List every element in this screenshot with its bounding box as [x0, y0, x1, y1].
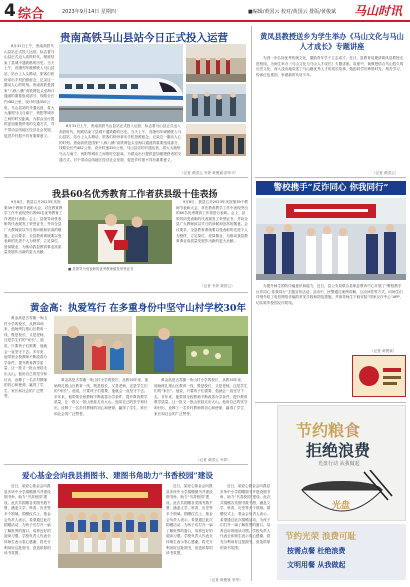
- save-food-ad: [277, 405, 406, 521]
- article2-headline: 黄凤县教授送乡为学生举办《马山文化与马山人才成长》专题讲座: [260, 32, 404, 51]
- anti-fraud-event-photo: [256, 198, 406, 280]
- article6-body-left: 近日，某爱心基金会向我县多所中小学捐赠图书并建设图书角，助力“书香校园”建设。此次共捐赠各类图书数千册，涵盖文学、科普、历史等多个领域。捐赠仪式上，基金会负责人表示，希望通过此次捐赠活动，为孩子们打开一扇了解世界的窗口，培养良好的阅读习惯。学校负责人代表全体师生表示衷心感谢，将充分利用好这批图书，营造浓厚的读书氛围。: [4, 484, 51, 556]
- article3-body-left: 9月8日，我县召开2023年庆祝第39个教师节表彰大会，对在教育教学工作中表现突出的60名优秀教育工作者进行表彰。会上，县领导向受表彰的代表颁发了荣誉证书，并向全县广大教师致以节日的问候和崇高的敬意。会议要求，全县教育系统要以受表彰的先进个人为榜样，立足岗位、爱岗敬业，为推动我县教育事业高质量发展作出新的更大贡献。: [4, 200, 63, 255]
- newspaper-brand: 马山时讯: [353, 4, 402, 18]
- article6-headline: 爱心基金会向我县捐图书、建图书角助力“书香校园”建设: [22, 471, 213, 480]
- station-crowd-photo: [186, 124, 246, 156]
- station-passengers-photo: [186, 84, 246, 122]
- section-title: 综合: [18, 7, 45, 22]
- divider: [4, 177, 248, 178]
- editor-credits: ■编辑/黄国云 校对/黄国云 排版/黄俊斌: [248, 9, 336, 15]
- bowl-label: 光盘: [332, 501, 351, 511]
- article5-body-right: 黄金高是古零镇一所山村小学的校长，从教30年来，他始终扎根山区教育一线，既是校长，又是老师，还是学生们的“家长”。他说，只要孩子们需要，他就会一直坚守下去。多年来，他带领全校教师不断改善办学条件，提升教育教学质量，让一批又一批山里娃走出大山。他用自己的坚守和付出，诠释了一名乡村教师的初心和使命，赢得了学生、家长和社会的广泛赞誉。: [154, 378, 248, 416]
- article3-headline: 我县60名优秀教育工作者获县级十佳表扬: [52, 190, 218, 200]
- award-ceremony-photo: [68, 200, 172, 264]
- article6-body-right: 近日，某爱心基金会向我县多所中小学捐赠图书并建设图书角，助力“书香校园”建设。此次共捐赠各类图书数千册，涵盖文学、科普、历史等多个领域。捐赠仪式上，基金会负责人表示，希望通过此次捐赠活动，为孩子们打开一扇了解世界的窗口，培养良好的阅读习惯。学校负责人代表全体师生表示衷心感谢，将充分利用好这批图书，营造浓厚的读书氛围。: [220, 484, 271, 550]
- article1-headline: 贵南高铁马山县站今日正式投入运营: [60, 32, 228, 44]
- article3-byline: （记者 韦婷 黄国云）: [200, 284, 235, 288]
- page-header: [0, 0, 410, 22]
- promo-stamp: [352, 355, 406, 397]
- article3-photo-caption: ■ 县领导为受表彰的优秀教师颁发荣誉证书: [68, 267, 134, 271]
- article1-byline: （记者 黄国云 韦婷 黄俊斌 彭华平）: [180, 171, 239, 175]
- teacher-outdoor-photo: [136, 316, 248, 374]
- issue-date: 2023年9月14日 星期四: [62, 9, 116, 15]
- anti-fraud-banner: 警校携手“反诈同心 你我同行”: [256, 181, 406, 195]
- ad2-line1: 节约光荣 浪费可耻: [285, 532, 356, 542]
- article5-headline: 黄金高：执爱笃行 在多重身份中坚守山村学校30年: [30, 303, 247, 314]
- ad2-line3: 文明用餐 从我做起: [287, 561, 346, 569]
- article2-body: 为进一步弘扬优秀传统文化，激励青年学子立志成才，近日，县教育局邀请黄凤县教授走进校园，为师生举办《马山文化与马山人才成长》专题讲座。讲座中，黄教授结合马山悠久的历史文化，深入浅出地讲述了马山籍优秀人才的成长故事，勉励同学们珍惜时光、刻苦学习，传承红色基因，争做新时代好少年。: [256, 56, 404, 77]
- article6-body-mid: 近日，某爱心基金会向我县多所中小学捐赠图书并建设图书角，助力“书香校园”建设。此次共捐赠各类图书数千册，涵盖文学、科普、历史等多个领域。捐赠仪式上，基金会负责人表示，希望通过此次捐赠活动，为孩子们打开一扇了解世界的窗口，培养良好的阅读习惯。学校负责人代表全体师生表示衷心感谢，将充分利用好这批图书，营造浓厚的读书氛围。: [166, 484, 213, 556]
- article1-body-mid: 8月31日上午，贵南高铁马山县站正式投入运营，标志着马山县正式迈入高铁时代，彻底结束了县城不通铁路的历史。当天上午，首趟列车缓缓驶入马山县站，站台上人头攒动，旅客们纷纷拿出手机拍照留念，记录这一激动人心的时刻。贵南高铁是国家“八纵八横”高铁网包头至海口通道的重要组成部分，线路全长约482公里，设计时速350公里。马山县站的开通运营，将大大缩短马山与南宁、贵阳等城市之间的时空距离，为群众出行提供更加便捷舒适的交通方式，对于带动沿线地区经济社会发展、促进乡村振兴具有重要意义。: [59, 124, 182, 162]
- divider: [4, 292, 248, 293]
- high-speed-train-photo: [59, 44, 183, 122]
- divider: [4, 464, 248, 465]
- article4-body: 为提升师生的防诈骗意识和能力，近日，县公安局联合县职业教育中心开展了“警校携手 反诈同心 你我同行”主题宣传活动。活动中，民警通过案例讲解、互动问答等方式，向师生们详细介绍了电信网络诈骗的常见手段和防范措施，并指导师生下载安装“国家反诈中心”APP，切实筑牢校园反诈防线。: [256, 284, 404, 305]
- ad-subtitle: 光盘行动 从我做起: [318, 461, 360, 467]
- ad-title-line2: 拒绝浪费: [306, 441, 371, 460]
- empty-bowl-icon: [290, 470, 394, 520]
- article3-body-right: 9月8日，我县召开2023年庆祝第39个教师节表彰大会，对在教育教学工作中表现突出的60名优秀教育工作者进行表彰。会上，县领导向受表彰的代表颁发了荣誉证书，并向全县广大教师致以节日的问候和崇高的敬意。会议要求，全县教育系统要以受表彰的先进个人为榜样，立足岗位、爱岗敬业，为推动我县教育事业高质量发展作出新的更大贡献。: [176, 200, 248, 244]
- article4-byline: （记者 黄俊斌）: [370, 349, 397, 353]
- divider: [255, 177, 406, 178]
- teacher-with-students-photo: [54, 316, 132, 374]
- article6-byline: （记者 黄俊斌 李华）: [208, 578, 243, 582]
- station-platform-photo: [186, 44, 246, 82]
- ad-title-line1: 节约粮食: [296, 421, 361, 440]
- article5-body-left: 黄金高是古零镇一所山村小学的校长，从教30年来，他始终扎根山区教育一线，既是校长，又是老师，还是学生们的“家长”。他说，只要孩子们需要，他就会一直坚守下去。多年来，他带领全校教师不断改善办学条件，提升教育教学质量，让一批又一批山里娃走出大山。他用自己的坚守和付出，诠释了一名乡村教师的初心和使命，赢得了学生、家长和社会的广泛赞誉。: [4, 316, 48, 399]
- thrift-slogan-ad: [277, 524, 406, 580]
- article5-body-mid: 黄金高是古零镇一所山村小学的校长，从教30年来，他始终扎根山区教育一线，既是校长，又是老师，还是学生们的“家长”。他说，只要孩子们需要，他就会一直坚守下去。多年来，他带领全校教师不断改善办学条件，提升教育教学质量，让一批又一批山里娃走出大山。他用自己的坚守和付出，诠释了一名乡村教师的初心和使命，赢得了学生、家长和社会的广泛赞誉。: [54, 378, 149, 416]
- ad2-line2: 按需点餐 杜绝浪费: [287, 547, 346, 555]
- page-number: 4: [4, 1, 16, 21]
- book-donation-photo: [58, 484, 162, 568]
- article1-body-left: 8月31日上午，贵南高铁马山县站正式投入运营，标志着马山县正式迈入高铁时代，彻底结束了县城不通铁路的历史。当天上午，首趟列车缓缓驶入马山县站，站台上人头攒动，旅客们纷纷拿出手机拍照留念，记录这一激动人心的时刻。贵南高铁是国家“八纵八横”高铁网包头至海口通道的重要组成部分，线路全长约482公里，设计时速350公里。马山县站的开通运营，将大大缩短马山与南宁、贵阳等城市之间的时空距离，为群众出行提供更加便捷舒适的交通方式，对于带动沿线地区经济社会发展、促进乡村振兴具有重要意义。: [4, 44, 55, 138]
- article2-byline: （记者 黄国云）: [372, 171, 399, 175]
- article5-byline: （记者 黄国云 韦婷）: [196, 458, 231, 462]
- divider: [255, 402, 406, 403]
